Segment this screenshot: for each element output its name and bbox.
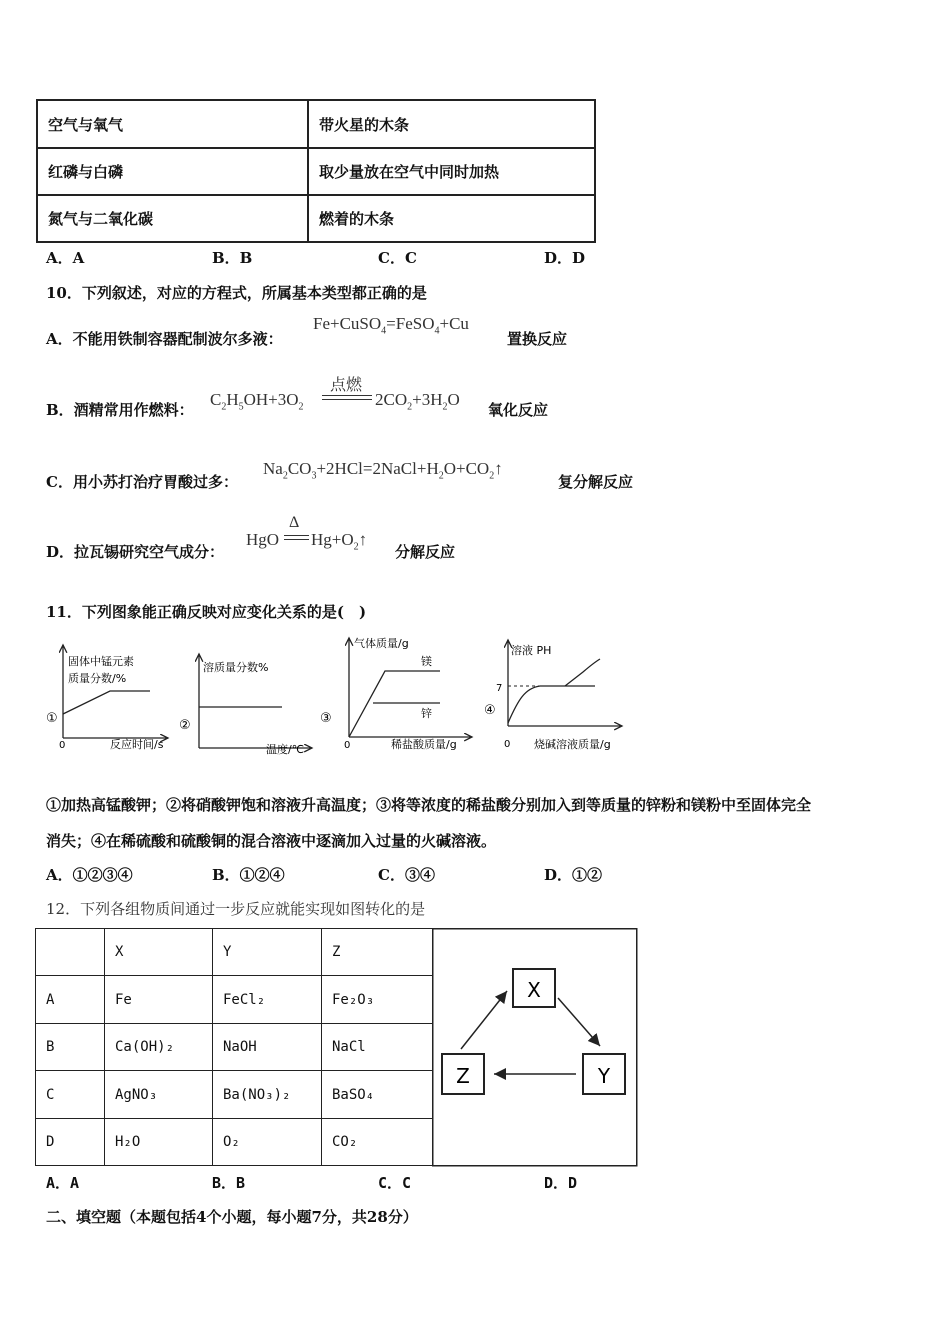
q10-a-label: A．不能用铁制容器配制波尔多液： bbox=[46, 330, 283, 348]
q10-d-condition: Δ bbox=[289, 514, 300, 531]
graph-2-xlabel: 温度/℃ bbox=[266, 743, 305, 755]
q12-stem: 12．下列各组物质间通过一步反应就能实现如图转化的是 bbox=[46, 900, 426, 918]
graph-1-num: ① bbox=[46, 711, 58, 726]
graph-3 bbox=[320, 636, 472, 751]
q12-diagram-frame bbox=[433, 929, 637, 1166]
q12-cell: Ca(OH)₂ bbox=[105, 1024, 213, 1071]
q12-option-a[interactable]: A．A bbox=[46, 1174, 80, 1192]
graph-4-tick: 7 bbox=[496, 683, 503, 694]
graph-3-line-mg bbox=[349, 671, 440, 737]
q11-option-d[interactable]: D．①② bbox=[544, 866, 603, 884]
node-y-label: Y bbox=[597, 1064, 611, 1088]
q9-option-b[interactable]: B．B bbox=[212, 249, 253, 267]
q10-stem: 10．下列叙述，对应的方程式，所属基本类型都正确的是 bbox=[46, 284, 427, 302]
graph-3-line1-label: 镁 bbox=[421, 655, 432, 668]
q9-cell: 燃着的木条 bbox=[308, 195, 595, 242]
q12-header: X bbox=[105, 929, 213, 976]
q10-b-equals bbox=[322, 395, 372, 400]
graph-3-ylabel: 气体质量/g bbox=[354, 637, 409, 650]
graph-4-curve-a bbox=[508, 686, 595, 723]
q12-cell: B bbox=[36, 1024, 105, 1071]
q12-cell: C bbox=[36, 1071, 105, 1119]
graph-4 bbox=[484, 640, 622, 751]
q12-header: Z bbox=[322, 929, 433, 976]
graph-3-origin: 0 bbox=[344, 740, 351, 751]
q9-cell: 氮气与二氧化碳 bbox=[37, 195, 308, 242]
graph-4-xlabel: 烧碱溶液质量/g bbox=[534, 738, 611, 751]
q12-cell: FeCl₂ bbox=[213, 976, 322, 1024]
q10-b-type: 氧化反应 bbox=[488, 401, 549, 419]
q12-cell: Fe₂O₃ bbox=[322, 976, 433, 1024]
q10-c-label: C．用小苏打治疗胃酸过多： bbox=[46, 473, 238, 491]
q10-b-left: $C_2H_5OH+3O_2$ bbox=[210, 390, 304, 413]
q12-cell: NaCl bbox=[322, 1024, 433, 1071]
q10-d-equals bbox=[284, 535, 309, 540]
graph-2-ylabel: 溶质量分数% bbox=[203, 661, 269, 674]
q9-table bbox=[36, 99, 596, 243]
q10-b-right: $2CO_2+3H_2O$ bbox=[375, 390, 460, 413]
graph-1-ylabel2: 质量分数/% bbox=[68, 672, 127, 685]
q10-c-type: 复分解反应 bbox=[558, 473, 634, 491]
q11-option-c[interactable]: C．③④ bbox=[378, 866, 435, 884]
graph-1-xlabel: 反应时间/s bbox=[110, 738, 164, 751]
q12-cell: AgNO₃ bbox=[105, 1071, 213, 1119]
q10-c-equation: $Na_2CO_3+2HCl=2NaCl+H_2O+CO_2↑$ bbox=[263, 459, 503, 482]
graph-1-line bbox=[63, 691, 150, 714]
q12-cell: Fe bbox=[105, 976, 213, 1024]
q12-diagram bbox=[432, 928, 638, 1167]
q12-header bbox=[36, 929, 105, 976]
q12-table bbox=[35, 928, 433, 1166]
q12-cell: NaOH bbox=[213, 1024, 322, 1071]
graph-1-origin: 0 bbox=[59, 740, 66, 751]
q9-cell: 红磷与白磷 bbox=[37, 148, 308, 195]
arrow-x-to-y bbox=[558, 998, 600, 1046]
q10-d-label: D．拉瓦锡研究空气成分： bbox=[46, 543, 225, 561]
graph-1-ylabel1: 固体中锰元素 bbox=[68, 655, 134, 668]
q10-d-right: $Hg+O_2↑$ bbox=[311, 530, 368, 553]
arrow-z-to-x bbox=[461, 991, 507, 1049]
q11-desc-line2: 消失；④在稀硫酸和硫酸铜的混合溶液中逐滴加入过量的火碱溶液。 bbox=[46, 832, 497, 850]
q11-graphs bbox=[40, 630, 640, 755]
graph-4-ylabel: 溶液 PH bbox=[511, 644, 552, 657]
q9-option-c[interactable]: C．C bbox=[378, 249, 417, 267]
q9-cell: 取少量放在空气中同时加热 bbox=[308, 148, 595, 195]
graph-2-num: ② bbox=[179, 718, 191, 733]
graph-1 bbox=[46, 645, 168, 751]
q10-b-label: B．酒精常用作燃料： bbox=[46, 401, 194, 419]
q12-option-b[interactable]: B．B bbox=[212, 1174, 246, 1192]
graph-3-num: ③ bbox=[320, 711, 332, 726]
node-x-label: X bbox=[527, 978, 541, 1002]
q10-d-type: 分解反应 bbox=[395, 543, 456, 561]
graph-3-xlabel: 稀盐酸质量/g bbox=[391, 738, 457, 751]
q11-desc-line1: ①加热高锰酸钾；②将硝酸钾饱和溶液升高温度；③将等浓度的稀盐酸分别加入到等质量的锌粉和镁粉中至固体完全 bbox=[46, 796, 812, 814]
q11-stem: 11．下列图象能正确反映对应变化关系的是( ) bbox=[46, 603, 367, 621]
q12-cell: CO₂ bbox=[322, 1119, 433, 1166]
q12-cell: Ba(NO₃)₂ bbox=[213, 1071, 322, 1119]
q11-option-a[interactable]: A．①②③④ bbox=[46, 866, 133, 884]
q9-option-a[interactable]: A．A bbox=[46, 249, 85, 267]
q9-cell: 带火星的木条 bbox=[308, 100, 595, 148]
q9-cell: 空气与氧气 bbox=[37, 100, 308, 148]
q10-d-left: HgO bbox=[246, 530, 280, 549]
q12-cell: O₂ bbox=[213, 1119, 322, 1166]
q12-option-d[interactable]: D．D bbox=[544, 1174, 578, 1192]
q12-cell: A bbox=[36, 976, 105, 1024]
node-z-label: Z bbox=[456, 1064, 470, 1088]
q12-cell: H₂O bbox=[105, 1119, 213, 1166]
graph-4-num: ④ bbox=[484, 703, 496, 718]
q12-option-c[interactable]: C．C bbox=[378, 1174, 412, 1192]
q10-a-type: 置换反应 bbox=[507, 330, 568, 348]
graph-4-curve-b bbox=[565, 659, 600, 686]
q12-header: Y bbox=[213, 929, 322, 976]
q10-b-condition: 点燃 bbox=[330, 377, 363, 394]
q12-cell: BaSO₄ bbox=[322, 1071, 433, 1119]
graph-3-line2-label: 锌 bbox=[421, 707, 432, 720]
q10-a-equation: Fe+CuSO$_4$=FeSO$_4$+Cu bbox=[313, 314, 469, 337]
section-2-heading: 二、填空题（本题包括4个小题，每小题7分，共28分） bbox=[46, 1208, 418, 1226]
graph-4-origin: 0 bbox=[504, 739, 511, 750]
q12-cell: D bbox=[36, 1119, 105, 1166]
q9-option-d[interactable]: D．D bbox=[544, 249, 586, 267]
graph-2 bbox=[179, 654, 312, 755]
q11-option-b[interactable]: B．①②④ bbox=[212, 866, 285, 884]
